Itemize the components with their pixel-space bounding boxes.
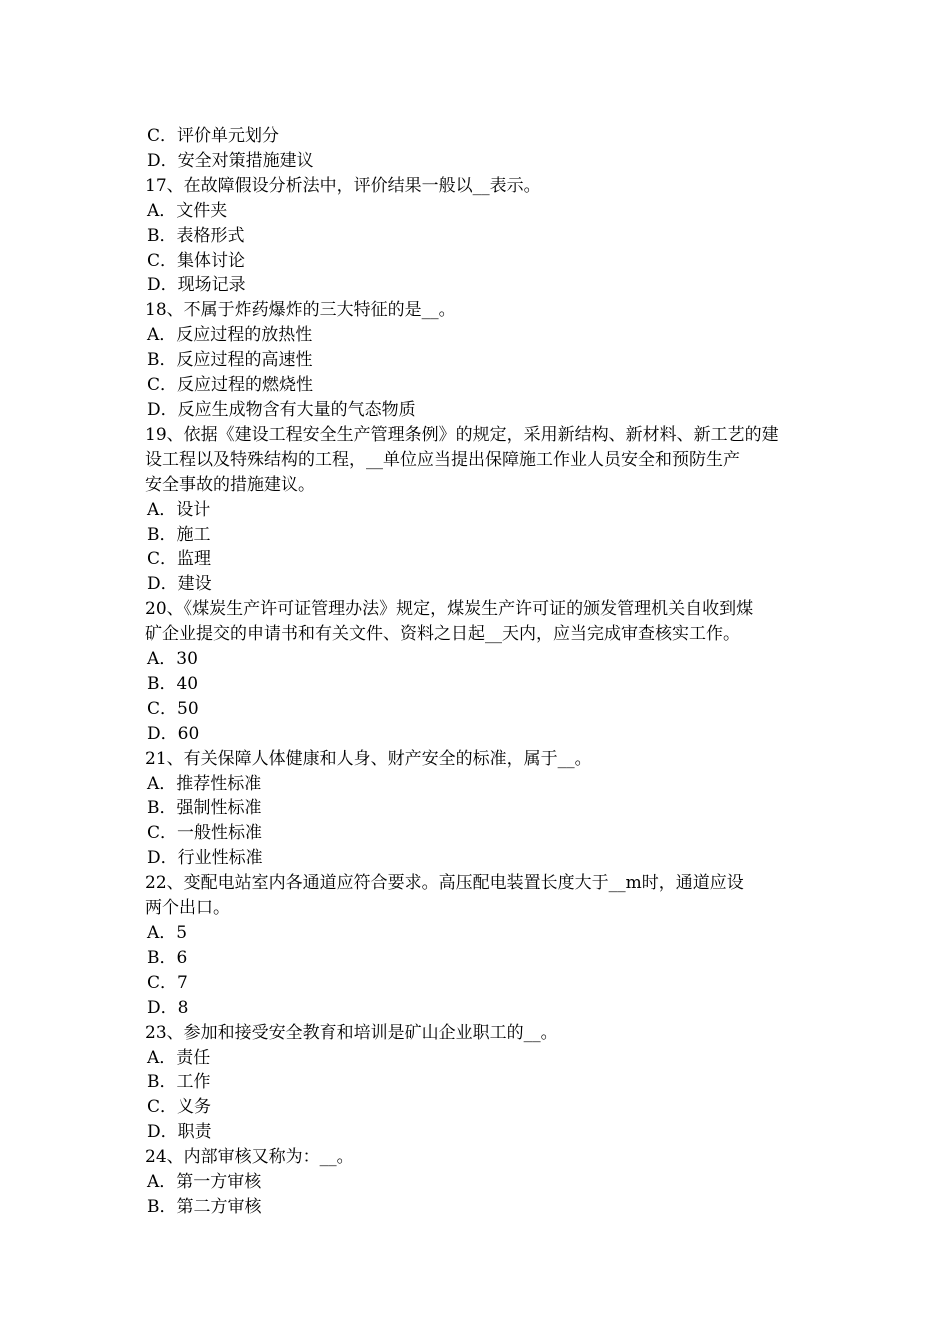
answer-option: D．现场记录	[147, 275, 246, 296]
answer-option: A．文件夹	[147, 200, 228, 221]
question-text: 19、依据《建设工程安全生产管理条例》的规定，采用新结构、新材料、新工艺的建	[145, 424, 779, 445]
answer-option: D．建设	[147, 574, 212, 595]
question-text: 18、不属于炸药爆炸的三大特征的是__。	[145, 300, 456, 321]
answer-option: A．5	[147, 923, 188, 943]
answer-option: C．50	[147, 698, 199, 719]
question-text: 20、《煤炭生产许可证管理办法》规定，煤炭生产许可证的颁发管理机关自收到煤	[145, 599, 754, 620]
question-list	[145, 124, 815, 1220]
answer-option: A．推荐性标准	[147, 773, 262, 794]
answer-option: B．第二方审核	[147, 1196, 262, 1217]
answer-option: A．30	[147, 649, 198, 670]
answer-option: C．反应过程的燃烧性	[147, 375, 314, 396]
answer-option: D．安全对策措施建议	[147, 150, 314, 171]
answer-option: C．一般性标准	[147, 823, 263, 844]
answer-option: B．工作	[147, 1072, 211, 1093]
answer-option: B．表格形式	[147, 225, 245, 246]
question-text: 矿企业提交的申请书和有关文件、资料之日起__天内，应当完成审查核实工作。	[145, 624, 740, 645]
answer-option: D．60	[147, 723, 200, 744]
answer-option: C．集体讨论	[147, 250, 246, 271]
answer-option: B．40	[147, 673, 199, 694]
question-text: 22、变配电站室内各通道应符合要求。高压配电装置长度大于__m时，通道应设	[145, 873, 744, 894]
answer-option: A．第一方审核	[147, 1172, 262, 1193]
answer-option: C．监理	[147, 549, 212, 570]
answer-option: B．反应过程的高速性	[147, 350, 313, 371]
question-text: 两个出口。	[145, 898, 230, 919]
answer-option: B．施工	[147, 524, 211, 545]
answer-option: D．8	[147, 997, 189, 1018]
answer-option: D．职责	[147, 1122, 212, 1143]
answer-option: A．设计	[147, 499, 211, 520]
answer-option: C．评价单元划分	[147, 126, 280, 146]
question-text: 23、参加和接受安全教育和培训是矿山企业职工的__。	[145, 1022, 558, 1043]
answer-option: B．6	[147, 947, 188, 968]
answer-option: B．强制性标准	[147, 798, 262, 819]
question-text: 21、有关保障人体健康和人身、财产安全的标准，属于__。	[145, 748, 592, 769]
answer-option: D．反应生成物含有大量的气态物质	[147, 399, 416, 420]
question-text: 设工程以及特殊结构的工程，__单位应当提出保障施工作业人员安全和预防生产	[145, 449, 740, 470]
answer-option: C．7	[147, 972, 188, 993]
answer-option: D．行业性标准	[147, 848, 263, 869]
answer-option: A．责任	[147, 1047, 211, 1068]
answer-option: A．反应过程的放热性	[147, 325, 313, 346]
question-text: 安全事故的措施建议。	[145, 474, 315, 495]
question-text: 24、内部审核又称为：__。	[145, 1147, 354, 1168]
answer-option: C．义务	[147, 1097, 212, 1118]
question-text: 17、在故障假设分析法中，评价结果一般以__表示。	[145, 175, 541, 196]
